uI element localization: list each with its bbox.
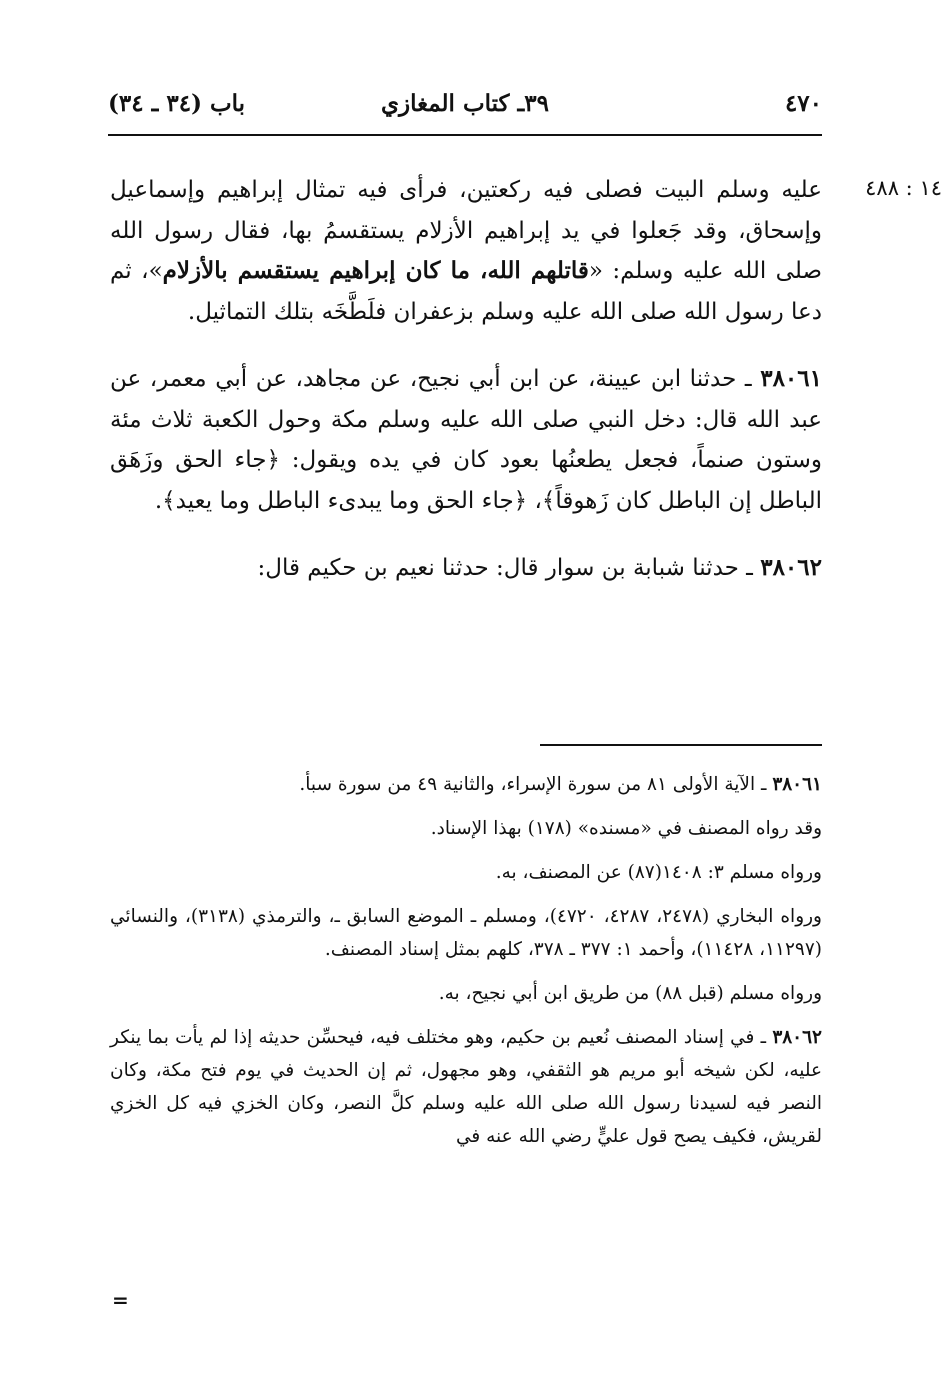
hadith-text: ـ حدثنا شبابة بن سوار قال: حدثنا نعيم بن حكيم قال: (257, 555, 753, 581)
hadith-number: ٣٨٠٦١ (760, 365, 822, 392)
footnote-38062 (110, 1021, 822, 1153)
footnote-line: ورواه البخاري (٢٤٧٨، ٤٢٨٧، ٤٧٢٠)، ومسلم ـ الموضع السابق ـ، والترمذي (٣١٣٨)، والنسائي (١١٢٩٧، ١١٤٢٨)، وأحمد ١: ٣٧٧ ـ ٣٧٨، كلهم بمثل إسناد المصنف. (110, 906, 822, 960)
hadith-38062 (110, 548, 822, 589)
hadith-text: ـ حدثنا ابن عيينة، عن ابن أبي نجيح، عن مجاهد، عن أبي معمر، عن عبد الله قال: دخل النبي صلى الله عليه وسلم مكة وحول الكعبة ثلاث مئة وستون صنماً، فجعل يطعنُها بعود كان في يده ويقول: ﴿جاء الحق وزَهَق الباطل إن الباطل كان زَهوقاً﴾، ﴿جاء الحق وما يبدىء الباطل وما يعيد﴾. (110, 366, 822, 514)
running-header (108, 88, 822, 128)
main-paragraph: عليه وسلم البيت فصلى فيه ركعتين، فرأى فيه تمثال إبراهيم وإسماعيل وإسحاق، وقد جَعلوا في يد إبراهيم الأزلام يستقسمُ بها، فقال رسول الله صلى الله عليه وسلم: «قاتلهم الله، ما كان إبراهيم يستقسم بالأزلام»، ثم دعا رسول الله صلى الله عليه وسلم بزعفران فلَطَّخَه بتلك التماثيل. (110, 177, 822, 325)
footnotes (110, 768, 822, 1153)
footnote-line: وقد رواه المصنف في «مسنده» (١٧٨) بهذا الإسناد. (430, 818, 822, 839)
main-text (110, 170, 822, 589)
header-rule (108, 134, 822, 136)
footnote-number: ٣٨٠٦١ (772, 774, 822, 795)
margin-reference: ١٤ : ٤٨٨ (865, 176, 942, 200)
book-title: ٣٩ـ كتاب المغازي (381, 90, 549, 117)
footnote-text: ـ في إسناد المصنف نُعيم بن حكيم، وهو مختلف فيه، فيحسِّن حديثه إذا لم يأت بما ينكر عليه، لكن شيخه أبو مريم هو الثقفي، وهو مجهول، ثم إن الحديث في يوم فتح مكة، وكان النصر فيه لسيدنا رسول الله صلى الله عليه وسلم كلَّ النصر، وكان الخزي فيه كل الخزي لقريش، فكيف يصح قول عليٍّ رضي الله عنه في (110, 1027, 822, 1147)
footnote-number: ٣٨٠٦٢ (772, 1027, 822, 1048)
continued-mark: = (112, 1288, 129, 1312)
hadith-38061 (110, 359, 822, 521)
footnote-38061 (110, 768, 822, 801)
hadith-number: ٣٨٠٦٢ (760, 554, 822, 581)
footnote-rule (540, 744, 822, 746)
chapter-label: باب (٣٤ ـ ٣٤) (108, 90, 246, 117)
footnote-line: ورواه مسلم (قبل ٨٨) من طريق ابن أبي نجيح، به. (438, 983, 822, 1004)
quoted-saying: قاتلهم الله، ما كان إبراهيم يستقسم بالأزلام (162, 257, 589, 284)
page-number: ٤٧٠ (784, 90, 822, 117)
footnote-line: ورواه مسلم ٣: ١٤٠٨(٨٧) عن المصنف، به. (495, 862, 822, 883)
footnote-text: ـ الآية الأولى ٨١ من سورة الإسراء، والثانية ٤٩ من سورة سبأ. (299, 774, 767, 795)
